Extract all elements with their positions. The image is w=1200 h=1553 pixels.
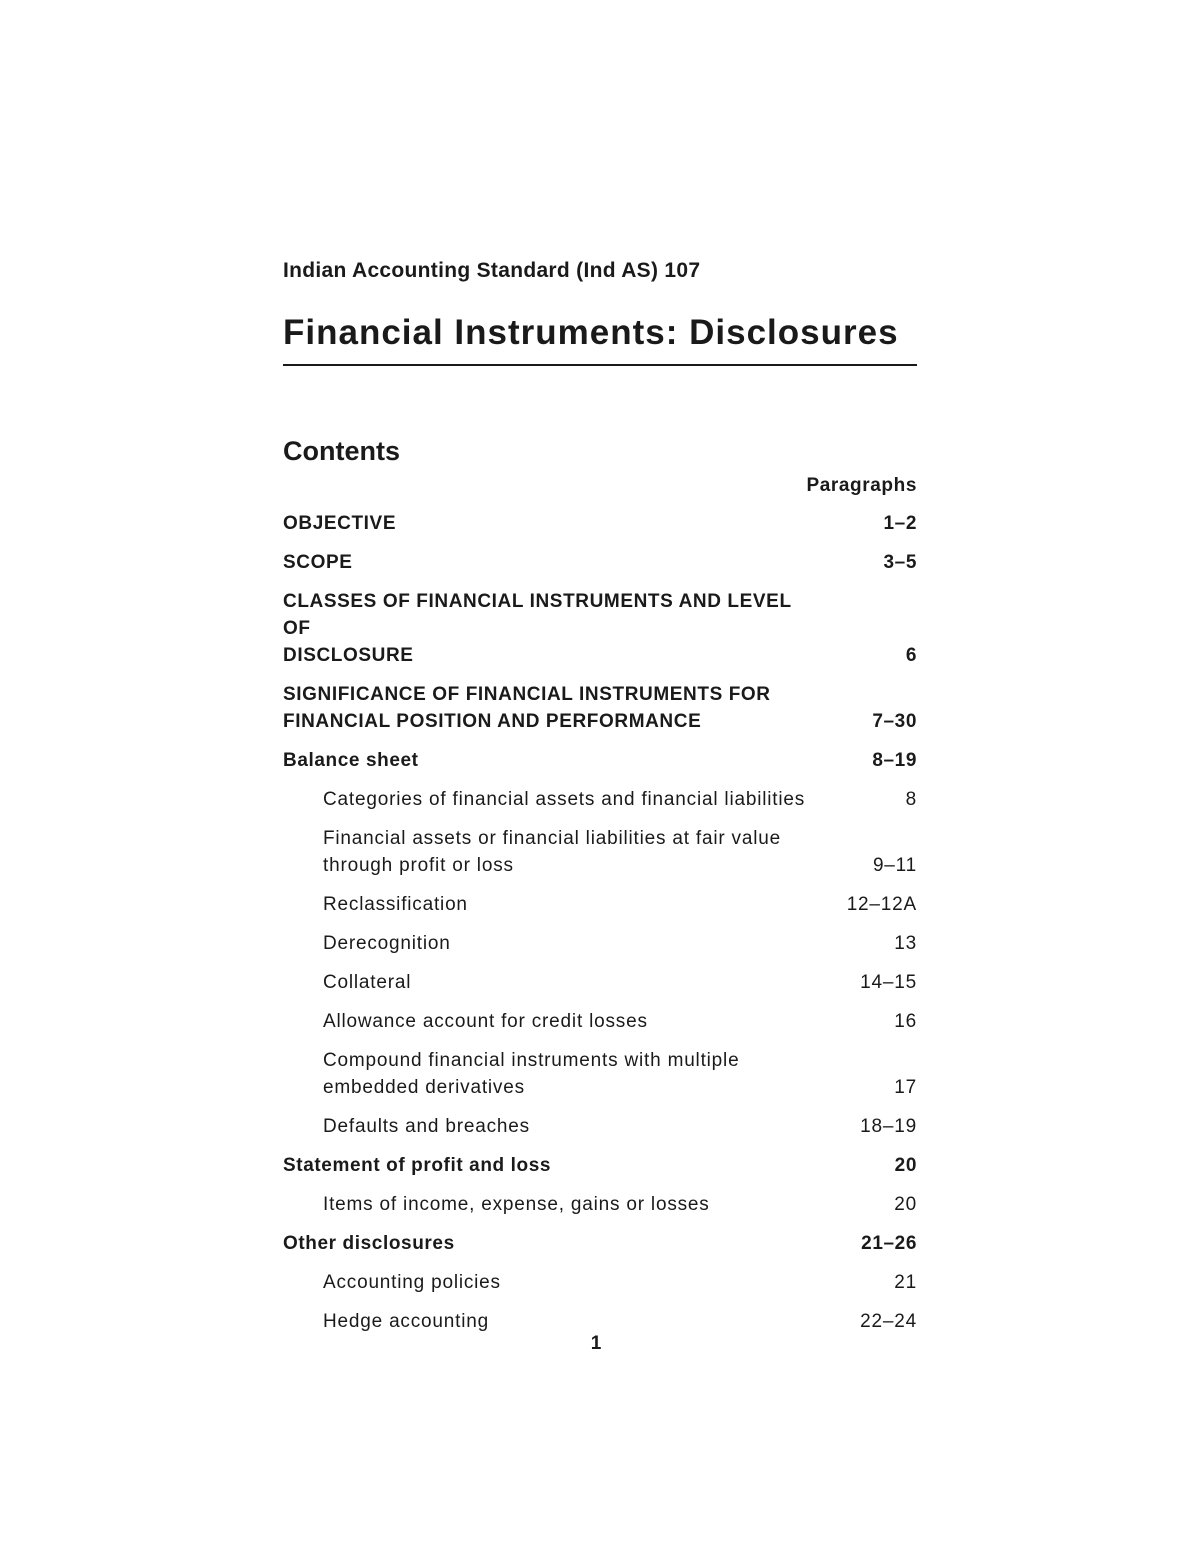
toc-entry bbox=[283, 825, 917, 879]
toc-entry-label: SIGNIFICANCE OF FINANCIAL INSTRUMENTS FOR FINANCIAL POSITION AND PERFORMANCE bbox=[283, 684, 771, 732]
toc-entry bbox=[283, 747, 917, 774]
toc-entry-label: SCOPE bbox=[283, 552, 353, 573]
toc-entry-paragraphs: 13 bbox=[894, 933, 917, 954]
toc-entry-paragraphs: 1–2 bbox=[883, 513, 917, 534]
toc-entry-label: OBJECTIVE bbox=[283, 513, 397, 534]
toc-entry-label: Compound financial instruments with multiple embedded derivatives bbox=[323, 1050, 740, 1098]
toc-entry-label: Financial assets or financial liabilities at fair value through profit or loss bbox=[323, 828, 781, 876]
table-of-contents bbox=[283, 510, 917, 1347]
toc-entry bbox=[283, 549, 917, 576]
toc-entry-paragraphs: 21 bbox=[894, 1272, 917, 1293]
toc-entry-paragraphs: 14–15 bbox=[860, 972, 917, 993]
toc-entry-paragraphs: 18–19 bbox=[860, 1116, 917, 1137]
toc-entry-paragraphs: 20 bbox=[894, 1155, 917, 1176]
toc-entry-paragraphs: 17 bbox=[894, 1077, 917, 1098]
toc-entry bbox=[283, 588, 917, 669]
toc-entry-label: Defaults and breaches bbox=[323, 1116, 530, 1137]
toc-entry bbox=[283, 1008, 917, 1035]
toc-entry-label: Other disclosures bbox=[283, 1233, 455, 1254]
page-number: 1 bbox=[590, 1333, 602, 1354]
toc-entry-label: Reclassification bbox=[323, 894, 468, 915]
toc-entry-label: Items of income, expense, gains or losses bbox=[323, 1194, 710, 1215]
toc-entry bbox=[283, 891, 917, 918]
toc-entry-paragraphs: 8 bbox=[905, 789, 917, 810]
toc-entry bbox=[283, 1113, 917, 1140]
toc-entry-paragraphs: 20 bbox=[894, 1194, 917, 1215]
toc-entry-label: Allowance account for credit losses bbox=[323, 1011, 648, 1032]
toc-entry-label: CLASSES OF FINANCIAL INSTRUMENTS AND LEVEL OF DISCLOSURE bbox=[283, 591, 792, 666]
toc-entry-paragraphs: 9–11 bbox=[872, 855, 917, 876]
toc-entry bbox=[283, 681, 917, 735]
toc-entry-label: Balance sheet bbox=[283, 750, 419, 771]
toc-entry bbox=[283, 1308, 917, 1335]
toc-entry bbox=[283, 786, 917, 813]
toc-entry bbox=[283, 930, 917, 957]
paragraphs-column-header: Paragraphs bbox=[806, 475, 917, 496]
toc-entry-paragraphs: 7–30 bbox=[872, 711, 917, 732]
toc-entry-label: Accounting policies bbox=[323, 1272, 501, 1293]
page-title: Financial Instruments: Disclosures bbox=[283, 313, 899, 352]
toc-entry bbox=[283, 1269, 917, 1296]
toc-entry-label: Derecognition bbox=[323, 933, 451, 954]
toc-entry-paragraphs: 22–24 bbox=[860, 1311, 917, 1332]
toc-entry-paragraphs: 3–5 bbox=[883, 552, 917, 573]
toc-entry-paragraphs: 21–26 bbox=[861, 1233, 917, 1254]
toc-entry-label: Statement of profit and loss bbox=[283, 1155, 552, 1176]
toc-entry-label: Collateral bbox=[323, 972, 412, 993]
toc-entry-paragraphs: 8–19 bbox=[872, 750, 917, 771]
toc-entry bbox=[283, 1047, 917, 1101]
toc-entry bbox=[283, 1191, 917, 1218]
toc-entry-label: Hedge accounting bbox=[323, 1311, 489, 1332]
toc-entry bbox=[283, 1230, 917, 1257]
document-page bbox=[283, 0, 917, 1553]
toc-entry-paragraphs: 6 bbox=[905, 645, 917, 666]
toc-entry-paragraphs: 16 bbox=[894, 1011, 917, 1032]
contents-heading: Contents bbox=[283, 436, 400, 466]
title-divider bbox=[283, 364, 917, 366]
toc-entry bbox=[283, 1152, 917, 1179]
toc-entry bbox=[283, 510, 917, 537]
standard-label: Indian Accounting Standard (Ind AS) 107 bbox=[283, 259, 701, 282]
toc-entry-label: Categories of financial assets and financial liabilities bbox=[323, 789, 806, 810]
toc-entry bbox=[283, 969, 917, 996]
toc-entry-paragraphs: 12–12A bbox=[846, 894, 917, 915]
